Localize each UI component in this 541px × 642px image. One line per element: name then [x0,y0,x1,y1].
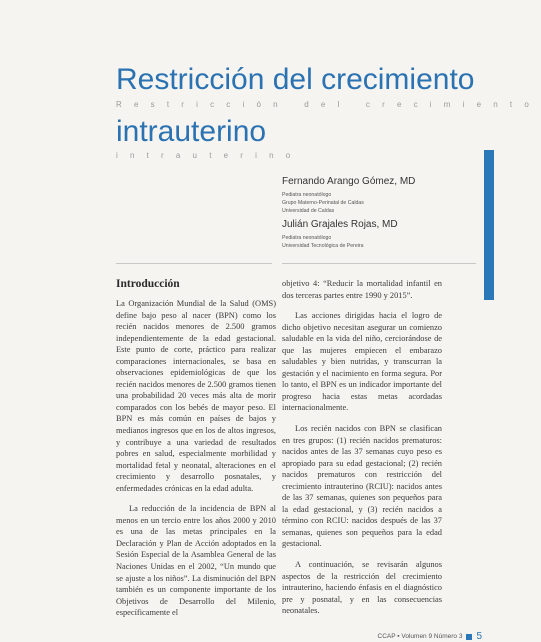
affiliation-line: Pediatra neonatólogo [282,192,332,198]
title-spaced-subline-2: intrauterino [116,151,303,160]
author-block-1 [282,176,472,215]
page-footer [378,631,482,642]
title-spaced-subline-1: Restricción del crecimiento [116,100,541,109]
paragraph: A continuación, se revisarán algunos aspectos de la restricción del crecimiento intrauterino, haciendo énfasis en el diagnóstico pre y posnatal, y en las consecuencias neonatales. [282,560,442,616]
author-block-2 [282,219,472,250]
author-name: Julián Grajales Rojas, MD [282,219,398,230]
section-title: Introducción [116,278,180,290]
affiliation-line: Universidad Tecnológica de Pereira [282,243,364,249]
article-title-line-1: Restricción del crecimiento [116,63,475,96]
page-number: 5 [476,631,482,642]
paragraph: Los recién nacidos con BPN se clasifican en tres grupos: (1) recién nacidos prematuros: nacidos antes de las 37 semanas cuyo peso es apropiado para su edad gestacional; (2) recién nacidos prematuros con restricción del crecimiento intrauterino (RCIU): nacidos antes de las 37 semanas, quienes son pequeños para la edad gestacional, y (3) recién nacidos a término con RCIU: nacidos después de las 37 semanas, quienes son pequeños para la edad gestacional. [282,424,442,549]
affiliation-line: Grupo Materno-Perinatal de Caldas [282,200,364,206]
square-icon [466,634,472,640]
author-affiliation [282,234,472,250]
author-name: Fernando Arango Gómez, MD [282,176,416,187]
affiliation-line: Pediatra neonatólogo [282,235,332,241]
paragraph: Las acciones dirigidas hacia el logro de dicho objetivo necesitan asegurar un comienzo saludable en la vida del niño, cerciorándose de que las mujeres empiecen el embarazo saludables y bien nutridas, y transcurran la gestación y el nacimiento en forma segura. Por lo tanto, el BPN es un indicador importante del progreso hacia estas metas acordadas internacionalmente. [282,311,442,413]
right-column [282,278,442,626]
side-color-bar [484,150,494,300]
paragraph: objetivo 4: “Reducir la mortalidad infantil en dos terceras partes entre 1990 y 2015”. [282,279,442,300]
paragraph: La Organización Mundial de la Salud (OMS) define bajo peso al nacer (BPN) como los recién nacidos menores de 2.500 gramos independientemente de la edad gestacional. Este punto de corte, práctico para realizar comparaciones internacionales, se basa en observaciones epidemiológicas de que los recién nacidos menores de 2.500 gramos tienen una probabilidad 20 veces más alta de morir comparados con los bebés de mayor peso. El BPN es más común en países de bajos y medianos ingresos que en los de altos ingresos, y contribuye a una variedad de resultados pobres en salud, especialmente morbilidad y mortalidad fetal y neonatal, alteraciones en el crecimiento y desarrollo posnatales, y enfermedades crónicas en la edad adulta. [116,299,276,493]
journal-info: CCAP ▪ Volumen 9 Número 3 [377,633,463,640]
divider-left [116,263,272,264]
affiliation-line: Universidad de Caldas [282,208,335,214]
paragraph: La reducción de la incidencia de BPN al menos en un tercio entre los años 2000 y 2010 es una de las metas principales en la Declaración y Plan de Acción adoptados en la Sesión Especial de la Asamblea General de las Naciones Unidas en el 2002, “Un mundo que se ajuste a los niños”. La disminución del BPN también es un componente importante de los Objetivos de Desarrollo del Milenio, específicamente el [116,504,276,618]
divider-right [282,263,476,264]
article-title-line-2: intrauterino [116,115,267,148]
left-column [116,298,276,628]
author-affiliation [282,191,472,215]
